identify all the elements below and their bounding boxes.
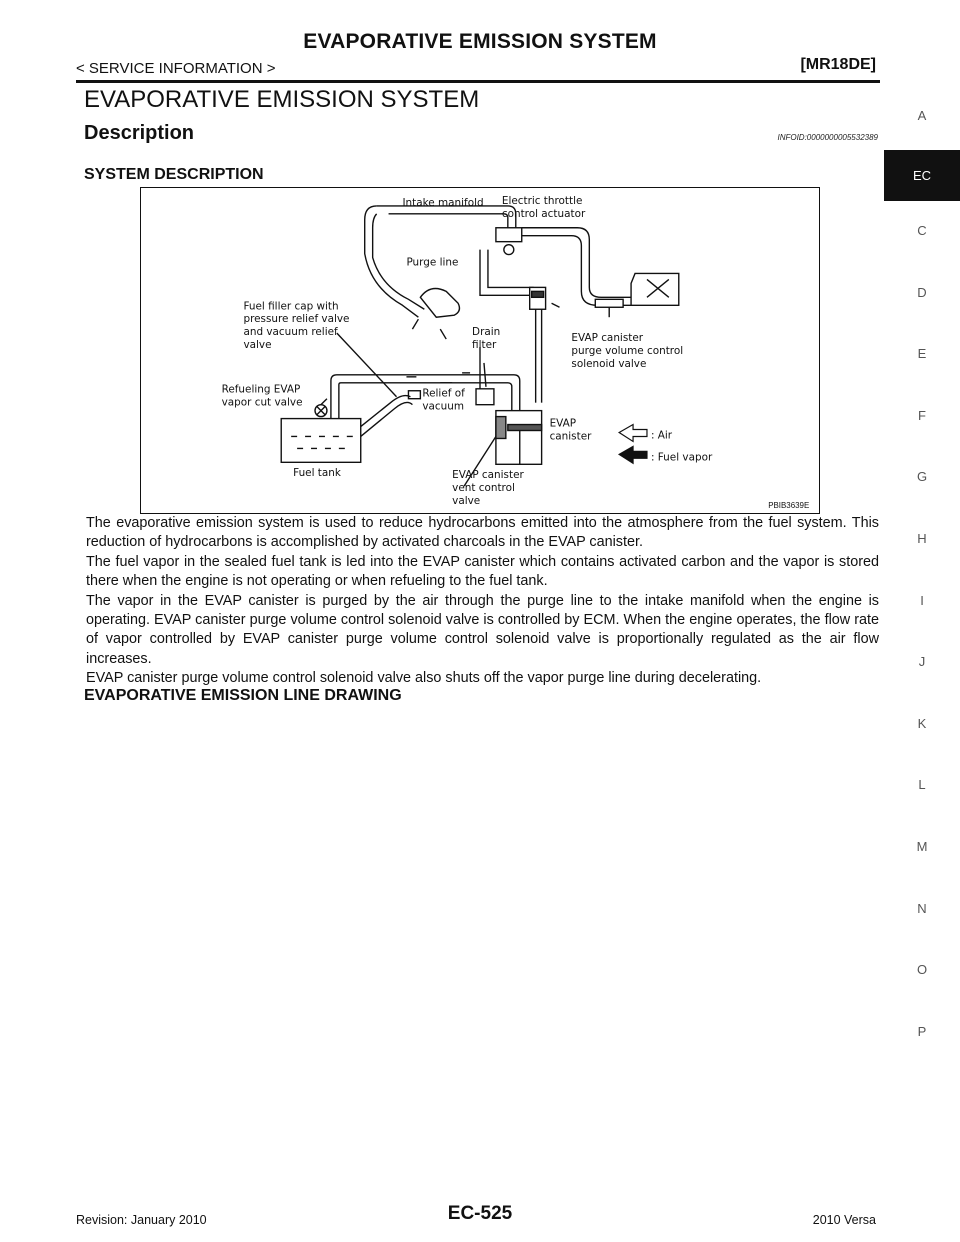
side-index-l[interactable]: L: [918, 777, 926, 793]
paragraph-2: The fuel vapor in the sealed fuel tank is led into the EVAP canister which contains activated carbon and the vapor is stored there when the engine is not operating or when refueling to the fuel tank.: [86, 553, 879, 590]
throttle-actuator: [496, 228, 522, 242]
label-canister-1: EVAP: [549, 417, 577, 430]
side-index-m[interactable]: M: [916, 838, 928, 854]
fuel-filler: [420, 288, 459, 317]
evap-system-diagram: [140, 187, 820, 514]
footer-revision: Revision: January 2010: [76, 1213, 207, 1227]
figure-code: PBIB3639E: [768, 501, 810, 511]
label-refuel-1: Refueling EVAP: [221, 383, 301, 396]
label-fuel-tank: Fuel tank: [293, 467, 341, 480]
air-arrow-icon: [619, 425, 647, 442]
section-title: Description: [84, 122, 195, 144]
relief-valve: [408, 391, 420, 399]
line-drawing-heading: EVAPORATIVE EMISSION LINE DRAWING: [84, 687, 402, 704]
label-canister-2: canister: [549, 430, 592, 443]
paragraph-3: The vapor in the EVAP canister is purged by the air through the purge line to the intake manifold when the engine is operating. EVAP canister purge volume control solenoid valve is controlled by ECM. When the engine operates, the flow rate of vapor controlled by EVAP canister purge volume control solenoid valve is proportionally regulated as the air flow increases.: [86, 592, 879, 667]
fuel-vapor-arrow-icon: [619, 446, 647, 463]
side-index-k[interactable]: K: [917, 715, 927, 731]
info-id: INFOID:0000000005532389: [777, 133, 878, 142]
label-relief-1: Relief of: [422, 387, 465, 400]
paragraph-1: The evaporative emission system is used to reduce hydrocarbons emitted into the atmosphere from the fuel system. This reduction of hydrocarbons is accomplished by activated charcoals in the EVAP canister.: [86, 515, 879, 551]
side-index-e[interactable]: E: [917, 346, 927, 362]
label-legend-air: : Air: [650, 429, 673, 442]
side-index-o[interactable]: O: [916, 962, 928, 978]
label-purge-line: Purge line: [406, 256, 459, 269]
label-filler-2: pressure relief valve: [243, 313, 350, 326]
header-rule: [76, 80, 880, 83]
side-index: [884, 96, 960, 1083]
label-refuel-2: vapor cut valve: [221, 396, 303, 409]
side-index-d[interactable]: D: [917, 284, 927, 300]
side-index-a[interactable]: A: [917, 108, 927, 123]
intake-manifold-tube: [377, 206, 516, 230]
side-index-p[interactable]: P: [917, 1023, 927, 1039]
label-vent-1: EVAP canister: [452, 469, 524, 482]
side-index-ec[interactable]: EC: [884, 150, 960, 201]
system-description-heading: SYSTEM DESCRIPTION: [84, 166, 264, 183]
breadcrumb[interactable]: < SERVICE INFORMATION >: [76, 60, 276, 77]
label-relief-2: vacuum: [422, 400, 465, 413]
footer-page-number: EC-525: [447, 1203, 513, 1224]
label-throttle-1: Electric throttle: [501, 194, 583, 207]
side-index-j[interactable]: J: [918, 654, 926, 670]
label-filler-1: Fuel filler cap with: [243, 300, 339, 313]
page-title: EVAPORATIVE EMISSION SYSTEM: [84, 86, 480, 113]
purge-solenoid-valve: [530, 287, 546, 309]
label-drain-1: Drain: [472, 326, 501, 339]
label-drain-2: filter: [472, 339, 497, 352]
label-purge-valve-1: EVAP canister: [571, 332, 644, 345]
diagram-svg: [141, 188, 819, 513]
label-vent-2: vent control: [452, 482, 515, 495]
engine-model: [MR18DE]: [800, 56, 876, 73]
side-index-c[interactable]: C: [917, 223, 927, 238]
label-filler-3: and vacuum relief: [243, 326, 338, 339]
side-index-n[interactable]: N: [917, 900, 927, 916]
description-body: [86, 514, 879, 689]
side-index-g[interactable]: G: [916, 469, 928, 485]
label-intake-manifold: Intake manifold: [402, 196, 484, 209]
label-filler-4: valve: [243, 339, 272, 352]
label-purge-valve-2: purge volume control: [571, 344, 684, 357]
fuel-tank: [281, 419, 361, 463]
side-index-f[interactable]: F: [918, 407, 926, 423]
drain-filter: [476, 389, 494, 405]
label-legend-vapor: : Fuel vapor: [650, 451, 713, 464]
paragraph-4: EVAP canister purge volume control solenoid valve also shuts off the vapor purge line during decelerating.: [86, 670, 762, 687]
intake-manifold-tube-inner: [389, 214, 508, 230]
label-vent-3: valve: [452, 495, 481, 508]
label-throttle-2: control actuator: [501, 207, 586, 220]
header-title: EVAPORATIVE EMISSION SYSTEM: [303, 30, 657, 53]
side-index-h[interactable]: H: [917, 530, 927, 546]
footer-vehicle: 2010 Versa: [812, 1213, 876, 1227]
side-index-i[interactable]: I: [920, 592, 924, 608]
air-cleaner: [631, 273, 679, 305]
label-purge-valve-3: solenoid valve: [571, 357, 647, 370]
